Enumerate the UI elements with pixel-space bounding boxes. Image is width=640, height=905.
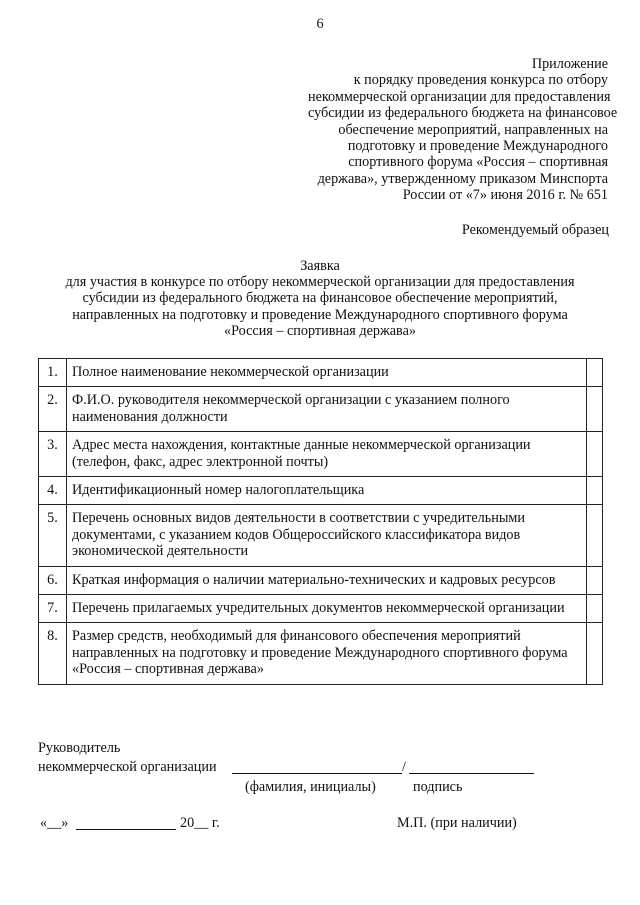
appendix-line: субсидии из федерального бюджета на финансовое: [308, 105, 618, 122]
row-label: Перечень прилагаемых учредительных документов некоммерческой организации: [67, 595, 587, 623]
page-number: 6: [316, 16, 324, 32]
subtitle-line: для участия в конкурсе по отбору некоммерческой организации для предоставления: [65, 274, 575, 290]
table-row: [39, 387, 603, 432]
row-number: 3.: [39, 432, 67, 477]
row-number: 2.: [39, 387, 67, 432]
sample-label: Рекомендуемый образец: [461, 222, 609, 238]
row-value-cell[interactable]: [587, 477, 603, 505]
table-row: [39, 505, 603, 566]
appendix-line: России от «7» июня 2016 г. № 651: [402, 187, 608, 204]
application-form-table: [38, 358, 603, 685]
appendix-header: [308, 56, 618, 204]
name-signature-line[interactable]: [232, 773, 402, 774]
table-row: [39, 566, 603, 594]
appendix-line: Приложение: [531, 56, 608, 72]
row-number: 1.: [39, 359, 67, 387]
row-value-cell[interactable]: [587, 359, 603, 387]
row-value-cell[interactable]: [587, 432, 603, 477]
subtitle-line: «Россия – спортивная держава»: [224, 323, 416, 340]
row-value-cell[interactable]: [587, 387, 603, 432]
table-row: [39, 623, 603, 684]
signature-line[interactable]: [409, 773, 534, 774]
document-subtitle: [0, 274, 640, 340]
table-row: [39, 595, 603, 623]
row-number: 6.: [39, 566, 67, 594]
row-label: Адрес места нахождения, контактные данные некоммерческой организации (телефон, факс, адрес электронной почты): [67, 432, 587, 477]
appendix-line: некоммерческой организации для предоставления: [308, 88, 611, 105]
appendix-line: обеспечение мероприятий, направленных на: [338, 121, 608, 138]
row-value-cell[interactable]: [587, 566, 603, 594]
row-value-cell[interactable]: [587, 595, 603, 623]
row-label: Размер средств, необходимый для финансового обеспечения мероприятий направленных на подготовку и проведение Международного спортивного форума «Россия – спортивная держава»: [67, 623, 587, 684]
row-value-cell[interactable]: [587, 505, 603, 566]
date-year: 20__ г.: [180, 815, 220, 831]
row-number: 8.: [39, 623, 67, 684]
document-title: [0, 258, 640, 274]
row-number: 5.: [39, 505, 67, 566]
row-label: Ф.И.О. руководителя некоммерческой организации с указанием полного наименования должности: [67, 387, 587, 432]
subtitle-line: направленных на подготовку и проведение Международного спортивного форума: [72, 306, 568, 323]
appendix-line: спортивного форума «Россия – спортивная: [348, 154, 608, 171]
subtitle-line: субсидии из федерального бюджета на финансовое обеспечение мероприятий,: [82, 290, 558, 307]
row-label: Краткая информация о наличии материально-технических и кадровых ресурсов: [67, 566, 587, 594]
stamp-label: М.П. (при наличии): [397, 815, 517, 831]
row-number: 4.: [39, 477, 67, 505]
signature-separator: /: [402, 759, 406, 775]
head-label-line1: Руководитель: [38, 740, 121, 756]
row-label: Идентификационный номер налогоплательщика: [67, 477, 587, 505]
date-month-line[interactable]: [76, 829, 176, 830]
appendix-line: держава», утвержденному приказом Минспорта: [317, 170, 608, 187]
row-label: Полное наименование некоммерческой организации: [67, 359, 587, 387]
table-row: [39, 359, 603, 387]
title-text: Заявка: [300, 258, 340, 274]
head-label-line2: некоммерческой организации: [38, 759, 217, 775]
signature-caption: подпись: [413, 779, 463, 795]
name-caption: (фамилия, инициалы): [245, 779, 376, 795]
date-day: «__»: [40, 815, 69, 831]
row-label: Перечень основных видов деятельности в соответствии с учредительными документами, с указанием кодов Общероссийского классификатора видов экономической деятельности: [67, 505, 587, 566]
row-value-cell[interactable]: [587, 623, 603, 684]
row-number: 7.: [39, 595, 67, 623]
appendix-line: подготовку и проведение Международного: [347, 138, 608, 155]
appendix-line: к порядку проведения конкурса по отбору: [353, 72, 608, 89]
table-row: [39, 477, 603, 505]
table-row: [39, 432, 603, 477]
